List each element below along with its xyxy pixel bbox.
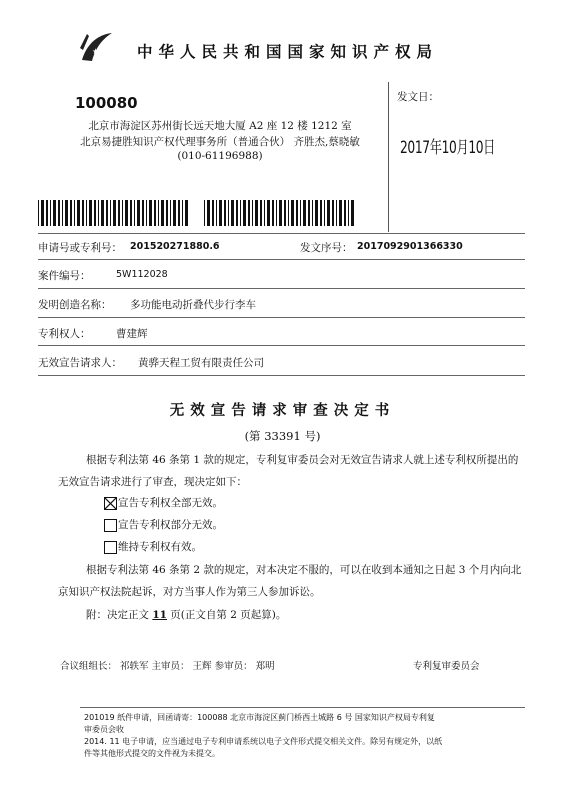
requester-label: 无效宣告请求人： (38, 357, 122, 369)
agency-line: 北京易捷胜知识产权代理事务所（普通合伙） 齐胜杰,蔡晓敏 (80, 136, 360, 148)
appeal-paragraph: 根据专利法第 46 条第 2 款的规定，对本决定不服的，可以在收到本通知之日起 3 个月内向北京知识产权法院起诉，对方当事人作为第三人参加诉讼。 (58, 564, 522, 598)
phone-line: (010-61196988) (177, 150, 263, 162)
case-number: 5W112028 (116, 269, 168, 280)
panel-members: 合议组组长： 祁轶军 主审员： 王辉 参审员： 郑明 (60, 661, 275, 672)
postcode: 100080 (75, 94, 138, 112)
cnipa-logo (78, 30, 114, 64)
divider (388, 82, 389, 232)
send-date-value: 2017年10月10日 (400, 138, 496, 158)
checkbox-maintain-valid (104, 541, 117, 554)
application-number-label: 申请号或专利号： (38, 242, 122, 254)
serial-number-label: 发文序号： (300, 242, 353, 254)
divider (38, 317, 525, 318)
footer-line: 2014. 11 电子申请，应当通过电子专利申请系统以电子文件形式提交相关文件。除另有规定外，以纸 (84, 737, 443, 746)
divider (80, 707, 525, 708)
svg-text:★: ★ (92, 47, 100, 56)
barcode (204, 200, 354, 226)
case-number-label: 案件编号： (38, 270, 91, 282)
checkbox-invalid-partial (104, 519, 117, 532)
patentee-label: 专利权人： (38, 328, 91, 340)
address-line: 北京市海淀区苏州街长远天地大厦 A2 座 12 楼 1212 室 (88, 120, 352, 132)
checkbox-invalid-all (104, 497, 117, 510)
footer-line: 审委员会收 (84, 725, 124, 734)
divider (38, 288, 525, 289)
decision-paragraph: 根据专利法第 46 条第 1 款的规定，专利复审委员会对无效宣告请求人就上述专利权所提出的无效宣告请求进行了审查，现决定如下： (58, 454, 519, 488)
footer-line: 件等其他形式提交的文件视为未提交。 (84, 749, 220, 758)
invention-title: 多功能电动折叠代步行李车 (130, 299, 256, 311)
patentee: 曹建辉 (116, 328, 148, 340)
option-label: 宣告专利权部分无效。 (118, 519, 223, 531)
application-number: 201520271880.6 (130, 241, 220, 252)
divider (38, 375, 525, 376)
invention-title-label: 发明创造名称： (38, 299, 112, 311)
office-name: 中华人民共和国国家知识产权局 (137, 43, 439, 61)
barcode (38, 200, 188, 226)
attachment-note: 附：决定正文 11 页(正文自第 2 页起算)。 (86, 609, 287, 621)
option-label: 维持专利权有效。 (118, 541, 202, 553)
footer-line: 201019 纸件申请，回函请寄：100088 北京市海淀区蓟门桥西土城路 6 号 国家知识产权局专利复 (84, 713, 435, 722)
divider (38, 233, 525, 234)
page-count: 11 (152, 609, 167, 621)
option-label: 宣告专利权全部无效。 (118, 497, 223, 509)
divider (38, 259, 525, 260)
serial-number: 2017092901366330 (357, 241, 463, 252)
decision-title: 无效宣告请求审查决定书 (169, 402, 396, 419)
requester: 黄骅天程工贸有限责任公司 (138, 357, 264, 369)
decision-number: (第 33391 号) (244, 429, 321, 443)
send-date-label: 发文日： (397, 91, 439, 103)
divider (38, 345, 525, 346)
board-name: 专利复审委员会 (413, 661, 480, 672)
